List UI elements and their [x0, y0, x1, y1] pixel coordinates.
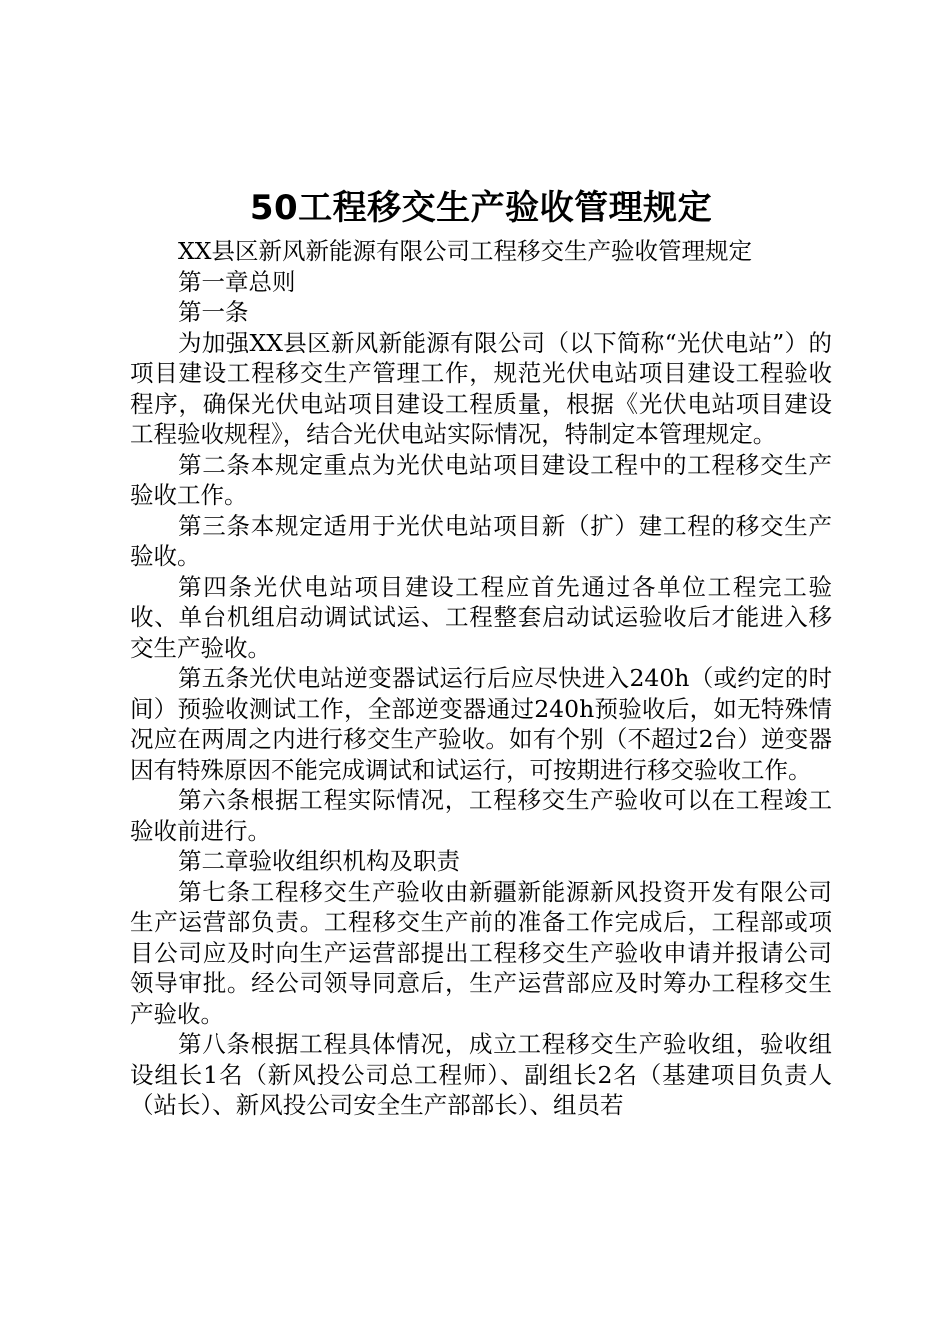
paragraph-article-1-body: 为加强XX县区新风新能源有限公司（以下简称“光伏电站”）的项目建设工程移交生产管理工作，规范光伏电站项目建设工程验收程序，确保光伏电站项目建设工程质量，根据《光伏电站项目建设工程验收规程》，结合光伏电站实际情况，特制定本管理规定。	[130, 328, 832, 448]
paragraph-article-2: 第二条本规定重点为光伏电站项目建设工程中的工程移交生产验收工作。	[130, 450, 832, 509]
document-title: 50工程移交生产验收管理规定	[249, 188, 713, 228]
paragraph-chapter-1: 第一章总则	[178, 267, 296, 296]
paragraph-chapter-2: 第二章验收组织机构及职责	[178, 847, 460, 875]
paragraph-article-4: 第四条光伏电站项目建设工程应首先通过各单位工程完工验收、单台机组启动调试试运、工程整套启动试运验收后才能进入移交生产验收。	[130, 572, 832, 662]
paragraph-article-3: 第三条本规定适用于光伏电站项目新（扩）建工程的移交生产验收。	[130, 511, 832, 570]
paragraph-article-8: 第八条根据工程具体情况，成立工程移交生产验收组，验收组设组长1名（新风投公司总工程师）、副组长2名（基建项目负责人（站长）、新风投公司安全生产部部长）、组员若	[130, 1030, 832, 1119]
paragraph-article-6: 第六条根据工程实际情况，工程移交生产验收可以在工程竣工验收前进行。	[130, 786, 832, 845]
paragraph-company-title: XX县区新风新能源有限公司工程移交生产验收管理规定	[178, 237, 752, 265]
paragraph-article-1-heading: 第一条	[178, 298, 249, 326]
paragraph-article-7: 第七条工程移交生产验收由新疆新能源新风投资开发有限公司生产运营部负责。工程移交生产前的准备工作完成后，工程部或项目公司应及时向生产运营部提出工程移交生产验收申请并报请公司领导审批。经公司领导同意后，生产运营部应及时筹办工程移交生产验收。	[130, 877, 832, 1028]
document-page	[130, 186, 832, 1121]
paragraph-article-5: 第五条光伏电站逆变器试运行后应尽快进入240h（或约定的时间）预验收测试工作，全部逆变器通过240h预验收后，如无特殊情况应在两周之内进行移交生产验收。如有个别（不超过2台）逆变器因有特殊原因不能完成调试和试运行，可按期进行移交验收工作。	[130, 664, 832, 784]
